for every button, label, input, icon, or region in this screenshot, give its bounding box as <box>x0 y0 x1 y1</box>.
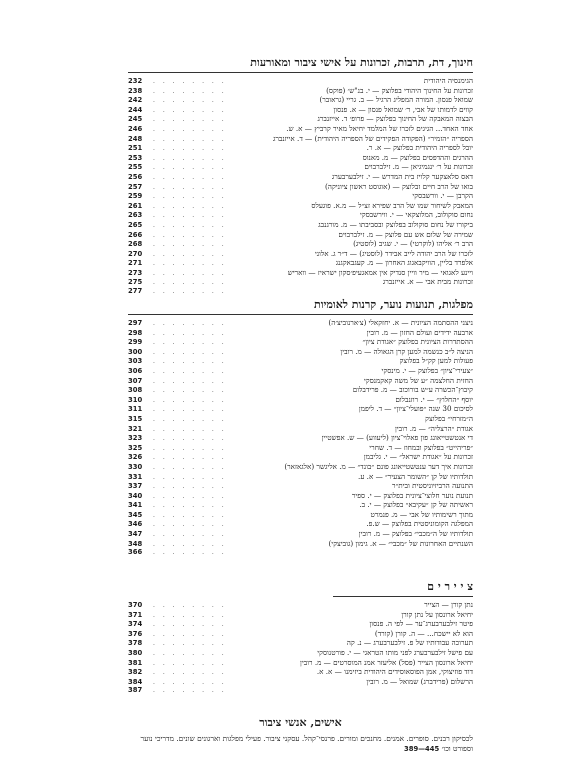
toc-entry[interactable]: זכרונות על החינוך היהודי בפלוצק — י. בנ"ש׳ (פוקס) . . . . . . . . 238 <box>128 85 473 95</box>
page-number: 277 <box>128 287 143 296</box>
toc-entry[interactable]: עם פישל זילבערבערג לפני מותו הטראגי — י. פורטנוסקי . . . . . . . . 380 <box>128 647 473 657</box>
toc-entry[interactable]: זכרונות על ר׳ ינגמיגיאן — מ. זילברבוים . . . . . . . . 255 <box>128 162 473 172</box>
toc-entry[interactable]: יחיאל ארונסון על נתן קורן . . . . . . . . 371 <box>128 609 473 619</box>
entry-list <box>128 76 473 297</box>
page-number: 298 <box>128 328 143 337</box>
toc-entry[interactable]: ה״מזרחי״ בפלוצק . . . . . . . . 315 <box>128 413 473 423</box>
toc-entry[interactable]: ארבעה ידידים ועולם החזון — מ. רובין . . . . . . . . 298 <box>128 327 473 337</box>
page-number: 266 <box>128 230 143 239</box>
toc-entry[interactable]: ביקורו של נחום סוקולוב בפלוצק ובסביבתו — מ. מורגנבג . . . . . . . . 265 <box>128 219 473 229</box>
toc-entry[interactable]: הוא לא יישכח... — ה. קורן (קורד) . . . . . . . . 376 <box>128 628 473 638</box>
section-education <box>128 56 473 297</box>
entry-list <box>128 600 473 696</box>
toc-entry[interactable]: הרב ר׳ אליהו (לוקרטי) — י. שגיב (לוסטיג) . . . . . . . . 268 <box>128 239 473 249</box>
toc-entry[interactable]: יובל לספריה היהודית בפלוצק — א. ר. . . . . . . . . 251 <box>128 143 473 153</box>
toc-entry[interactable]: דאס סלאצקער קלויז בית המדרש — י. זילבערבערג . . . . . . . . 256 <box>128 171 473 181</box>
toc-entry[interactable]: לזכרו של הרב יהודה לייב אבידר (לוסטיג) — ד״ר ג. אלוני . . . . . . . . 270 <box>128 248 473 258</box>
toc-entry[interactable]: זכרונות על ״אגודת ישראל״ — י. גליבמן . . . . . . . . 326 <box>128 452 473 462</box>
page-number: 246 <box>128 124 143 133</box>
toc-entry[interactable]: תנועת נוער חלוצי־ציונית בפלוצק — י. ספיר . . . . . . . . 340 <box>128 490 473 500</box>
page-range: 389—445 <box>404 745 440 753</box>
page-number: 370 <box>128 601 143 609</box>
page-number: 341 <box>128 501 143 510</box>
page-number: 384 <box>128 677 143 686</box>
page-number: 321 <box>128 424 143 433</box>
page-number: 242 <box>128 96 143 105</box>
page-number: 366 <box>128 548 143 557</box>
toc-entry[interactable]: תולדותיו של ה״מכבי״ בפלוצק — מ. רובין . . . . . . . . 347 <box>128 529 473 539</box>
toc-entry[interactable]: שמואל פנסון. המורה המפליג הרגיל — ב. גריי (גראובר) . . . . . . . . 242 <box>128 95 473 105</box>
page-number: 245 <box>128 115 143 124</box>
toc-entry[interactable]: הגימנסיה היהודית . . . . . . . . 232 <box>128 76 473 85</box>
page-number: 299 <box>128 338 143 347</box>
closing-paragraph <box>128 734 473 754</box>
toc-entry[interactable]: השנתיים האחרונות של ״מכבי״ — א. גימון (גוביצקי) . . . . . . . . 348 <box>128 538 473 548</box>
toc-entry[interactable]: פעולות למען קק״ל בפלוצק . . . . . . . . 303 <box>128 356 473 366</box>
toc-entry[interactable]: הקרבן — י. וורשבסקי . . . . . . . . 259 <box>128 191 473 201</box>
entry-list <box>128 318 473 558</box>
page-number: 331 <box>128 472 143 481</box>
page-number: 330 <box>128 462 143 471</box>
page-number: 271 <box>128 259 143 268</box>
page-number: 273 <box>128 268 143 277</box>
page-number: 308 <box>128 386 143 395</box>
toc-entry[interactable]: ״צעירי־ציון״ בפלוצק — י. מינסקי . . . . . . . . 306 <box>128 365 473 375</box>
page-number: 311 <box>128 405 143 414</box>
toc-entry[interactable]: קיבוץ־הכשרה ע״ש בורוכוב — מ. פרידבלום . . . . . . . . 308 <box>128 385 473 395</box>
divider <box>128 314 473 315</box>
page-number: 376 <box>128 629 143 638</box>
toc-entry[interactable]: תולדותיו של קן ״השומר הצעיר״ — א. ע. . . . . . . . . 331 <box>128 471 473 481</box>
toc-entry[interactable]: די אנטשטייאונג פון פאלוי־ציון (ליעווע) — ש. אפשטיין . . . . . . . . 323 <box>128 433 473 443</box>
toc-entry[interactable]: פיטר זילבערבערג־ער — לפי ה. פנסון . . . . . . . . 374 <box>128 619 473 629</box>
toc-entry[interactable]: קווים לדמותו של אבי, ר׳ שמואל פנסון — א. פנסון . . . . . . . . 244 <box>128 104 473 114</box>
toc-entry[interactable]: אחד האחד... הגיגים לזכרו של המלמד יחיאל מאיר קרביץ — א. ש. . . . . . . . . 246 <box>128 123 473 133</box>
section-painters <box>128 580 473 696</box>
toc-entry[interactable]: לסיכום 30 שנה ״פועלי־ציון״ — ד. ליפמן . . . . . . . . 311 <box>128 404 473 414</box>
page-number: 381 <box>128 658 143 667</box>
toc-entry[interactable]: . . . . . . . . 366 <box>128 548 227 557</box>
toc-entry[interactable]: ״פריהייט״ בפלוצק ובמחוז — ד. שחרי . . . . . . . . 325 <box>128 442 473 452</box>
page-number: 275 <box>128 278 143 287</box>
toc-entry[interactable]: זכרונות מבית אבי — א. אייזנברג . . . . . . . . 275 <box>128 277 473 287</box>
toc-entry[interactable]: דוד פוזיצוקי, אמן הפוסאוסידים היהודית ביזימנו — א. א. . . . . . . . . 382 <box>128 667 473 677</box>
toc-entry[interactable]: תערוכה עבודותיו של פ. זילבערבערג — נ. קה . . . . . . . . 378 <box>128 638 473 648</box>
page-number: 261 <box>128 201 143 210</box>
toc-entry[interactable]: יוסף ״החלוץ״ — י. רוזנבלום . . . . . . . . 310 <box>128 394 473 404</box>
page-number: 238 <box>128 86 143 95</box>
toc-entry[interactable]: התנועה הרביזיוניסטית ובית״ר . . . . . . . . 337 <box>128 481 473 491</box>
page-number: 387 <box>128 686 143 695</box>
divider <box>333 596 473 597</box>
closing-text: לכסיקון רבנים. סופרים. אמנים. מחנכים ומורים. פרנסי־קהל. עסקני ציבור. פעילי מפלגות וארגונים שונים. מדריכי נוער וספורט וכו׳ <box>140 734 473 753</box>
toc-entry[interactable]: ויינע לאגואי — מיר וויין סנדיק אין אמאגעיפ׳סקון ישראיז — וואריש . . . . . . . . 273 <box>128 267 473 277</box>
toc-entry[interactable]: נתן קורן — הצייר . . . . . . . . 370 <box>128 600 473 609</box>
toc-entry[interactable]: הבצוה המאבקה של החינוך בפלוצק — פרופ׳ ד. אייזנברג . . . . . . . . 245 <box>128 114 473 124</box>
page-number: 255 <box>128 163 143 172</box>
section-title: חינוך, דת, תרבות, זכרונות על אישי ציבור ומאורעות <box>250 56 473 69</box>
page-number: 371 <box>128 610 143 619</box>
page-number: 256 <box>128 172 143 181</box>
toc-entry[interactable]: שמירה של שלום אש עם פלוצק — מ. זילברבוים . . . . . . . . 266 <box>128 229 473 239</box>
page-number: 297 <box>128 319 143 327</box>
toc-entry[interactable]: ניצני ההסתמה הציונית — א. יחזקאלי (צ׳ארנוביצ׳ה) . . . . . . . . 297 <box>128 318 473 327</box>
page-number: 270 <box>128 249 143 258</box>
page-number: 307 <box>128 376 143 385</box>
page-number: 325 <box>128 443 143 452</box>
toc-entry[interactable]: מתוך רשימותיו של אבי — מ. פנמרט . . . . . . . . 345 <box>128 509 473 519</box>
page-number: 348 <box>128 539 143 548</box>
page-number: 326 <box>128 453 143 462</box>
page-number: 306 <box>128 366 143 375</box>
section-title: אישים, אנשי ציבור <box>259 716 342 729</box>
page-number: 265 <box>128 220 143 229</box>
page-number: 251 <box>128 144 143 153</box>
toc-entry[interactable]: הניצה ל״ב כנשמה למען קרן הגאולה — מ. רובין . . . . . . . . 300 <box>128 346 473 356</box>
toc-entry[interactable]: המפלגה הקומוניסטית בפלוצק — ש.פ. . . . . . . . . 346 <box>128 519 473 529</box>
section-title: מפלגות, תנועות נוער, קרנות לאומיות <box>314 298 473 311</box>
page-number: 382 <box>128 668 143 677</box>
toc-entry[interactable]: הספריה ״הזמיר״ (הפקודה הפקידים של הספריה היהודית) — ד. אייזנברג . . . . . . . . 248 <box>128 133 473 143</box>
page-number: 378 <box>128 639 143 648</box>
page-number: 268 <box>128 240 143 249</box>
toc-entry[interactable]: המאבק לשיחור שמו של הרב שפירא זצ״ל — מ.א. פוגעלס . . . . . . . . 261 <box>128 200 473 210</box>
page-number: 345 <box>128 510 143 519</box>
toc-entry[interactable]: נחום סוקולוב, המלוצקאי — י. ווירשבסקי . . . . . . . . 263 <box>128 210 473 220</box>
toc-entry[interactable]: זכרונות איך דער ענטשטייאונג פונם ״בונד״ — מ. אליגשר (אלגאזאר) . . . . . . . . 330 <box>128 461 473 471</box>
page-number: 263 <box>128 211 143 220</box>
page-number: 303 <box>128 357 143 366</box>
page-number: 380 <box>128 648 143 657</box>
page-number: 300 <box>128 347 143 356</box>
page-number: 253 <box>128 153 143 162</box>
toc-entry[interactable]: . . . . . . . . 387 <box>128 686 227 695</box>
toc-entry[interactable]: ההרגים וההדפסים בפלוצק — מ. מאנוס . . . . . . . . 253 <box>128 152 473 162</box>
section-title: צ י י ר י ם <box>427 580 473 593</box>
toc-entry[interactable]: החזית החלצמה ״ע של משה קאקמנסקי . . . . . . . . 307 <box>128 375 473 385</box>
toc-entry[interactable]: אלפרד בליין, הוויקבאגוג האחרון — מ. קעגבאקגנג . . . . . . . . 271 <box>128 258 473 268</box>
toc-entry[interactable]: ראשיתה של קן ״עקיבא״ בפלוצק — י. ב. . . . . . . . . 341 <box>128 500 473 510</box>
page-number: 248 <box>128 134 143 143</box>
page-number: 315 <box>128 414 143 423</box>
toc-entry[interactable]: הרשלום (פרידברג) שמואל — מ. רובין . . . . . . . . 384 <box>128 676 473 686</box>
toc-entry[interactable]: יחיאל ארונסון הצייר (פסל) אליעזר אמנ המוסרטים — מ. רובין . . . . . . . . 381 <box>128 657 473 667</box>
toc-entry[interactable]: ההסתדרות הציונית בפלוצק ״אגודת ציון״ . . . . . . . . 299 <box>128 337 473 347</box>
page-number: 340 <box>128 491 143 500</box>
divider <box>128 72 473 73</box>
page-number: 346 <box>128 520 143 529</box>
toc-entry[interactable]: בואו של הרב חיים זבלוצק — (אוגוסט ראשון ציוניקה) . . . . . . . . 257 <box>128 181 473 191</box>
page-number: 374 <box>128 620 143 629</box>
toc-entry[interactable]: אגודת ״הרצליה״ — מ. רובין . . . . . . . . 321 <box>128 423 473 433</box>
page-number: 347 <box>128 530 143 539</box>
page-number: 310 <box>128 395 143 404</box>
page-number: 232 <box>128 77 143 85</box>
page-number: 323 <box>128 434 143 443</box>
toc-entry[interactable]: . . . . . . . . 277 <box>128 287 227 296</box>
page-number: 257 <box>128 182 143 191</box>
page-number: 244 <box>128 105 143 114</box>
page-number: 259 <box>128 192 143 201</box>
section-personalities <box>128 716 473 730</box>
section-parties <box>128 298 473 558</box>
page-number: 337 <box>128 482 143 491</box>
